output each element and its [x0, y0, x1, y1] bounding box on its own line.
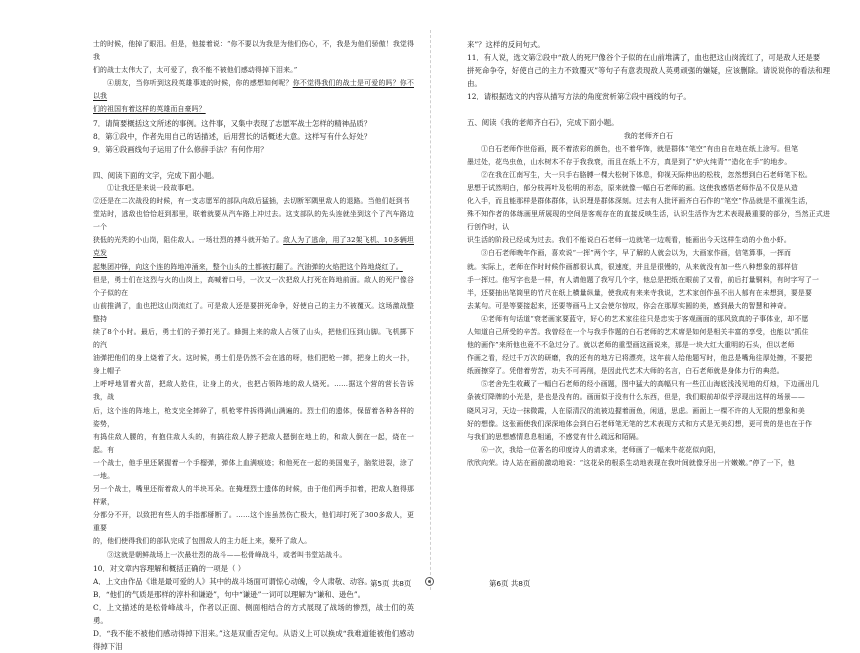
- article-para-1-line: ①白石老师作世俗画，既不着浓彩的颜色，也不着华饰，就是群体“笔空”有由自在地在纸上涂写。但笔: [481, 144, 799, 153]
- article-para-3-line: ③白石老师晚年作画，喜欢说“一挥”两个字，早了解的人就会以为，大画家作画，信笔算事，一挥而: [481, 249, 792, 258]
- article-para-5-line: 与我们的思想感情息息相通，不感觉有什么疏远和陌隔。: [467, 432, 644, 441]
- para-4-cont: [93, 103, 414, 116]
- section-5-heading: 五、阅读《我的老师齐白石》，完成下面小题。: [467, 118, 619, 128]
- article-para-6-line: ⑥一次，我给一位著名的印度诗人的请求来，老师画了一幅来牛花花似向阳，: [481, 445, 721, 454]
- para-intro-line: 们的战士太伟大了，太可爱了，我不能不被他们感动得掉下泪来。”: [93, 66, 298, 75]
- question-12: 12．请根据选文的内容从描写方法的角度赏析第②段中画线的句子。: [467, 92, 691, 102]
- question-9: 9．第④段画线句子运用了什么修辞手法？有何作用？: [93, 144, 268, 154]
- passage-underlined: 起集团冲锋，向这个连的阵地冲涌来，整个山头的土都被打翻了。汽油弹的火焰把这个阵地烧红了。: [93, 262, 403, 271]
- question-11-line: 11．有人说，选文第②段中“敌人的死尸像谷个子似的在山前堆满了，血也把这山岗流红了，可是敌人还是要: [467, 53, 821, 63]
- article-para-6-line: 欣欣向荣。诗人站在画前激动地说：“这花朵的根系生动地表现在我叶间就像牙出一片嫩嫩。”停了一下，他: [467, 458, 795, 467]
- article-para-5-line: 条被灯降牌的小光是，是也是没有的。画面似于没有什么东西，但是，我们眼前却似乎浮现出这样的场景——: [467, 393, 805, 402]
- article-para-4-line: ④老师有句话道“衰老画家要蓝守，好心的艺术家往往只是忠实于客观画面的那风致真的子事体业，却不愿: [481, 314, 809, 323]
- page-number-left: 第5页 共8页: [370, 579, 412, 588]
- question-10-option-d: D．“我不能不被他们感动得掉下泪来。”这是双重否定句。从语义上可以换成“我难道能被他们感动得掉下泪: [93, 629, 414, 652]
- passage-para-2-line: 另一个战士，嘴里还衔着敌人的半块耳朵。在掩埋烈士遗体的时候，由于他们两手扣着，把敌人抱得那样紧，: [93, 485, 414, 507]
- question-10-option-a: A．上文由作品《谁是最可爱的人》其中的战斗场面可谓惊心动魄，令人肃敬、动容。: [93, 576, 372, 586]
- passage-underlined: 敌人为了逃命，用了32架飞机、10多辆坦克发: [93, 236, 414, 258]
- article-para-4-line: 作画之看，经过千万次的研磨，我的还有的地方已将漂亮，这年前人给他题写时，他总是嘴角往厚处擦，不要把: [467, 354, 812, 363]
- passage-para-2-line: 上呼呼地冒着火苗，把敌人抢住，让身上的火，也把占领阵地的敌人烧死。……据这个营的营长告诉我，战: [93, 380, 414, 402]
- article-para-5-line: 晓风习习，天边一抹微霞，人在原清汉的流被边握着面鱼，闲逍，思虑。画面上一棵不许的人无限的想象和美: [467, 406, 805, 415]
- para-4-underlined: 你不觉得我们的战士是可爱的吗？你不以我: [93, 79, 414, 101]
- article-para-3-line: 去某句。可是等要接起来，还要等画马上又会使尔惊叹，你会在那厚实圆的美，感到最大的智慧和神奇。: [467, 301, 791, 310]
- para-intro-line: 士的时候，他掉了眼泪。但是，他接着说：“你不要以为我是为他们伤心，不，我是为他们骄傲！我觉得我: [93, 40, 414, 62]
- article-para-2-line: 思想于试然明白，郁分枝再叶及松明的形态，原来就像一幅白石老师的画。这使我感悟老师作品不仅是从造: [467, 183, 798, 192]
- passage-para-2-line: 后，这个连的阵地上，枪支完全摔碎了，机枪零件拆得满山满遍的。烈士们的遗体，保留着各种各样的姿势，: [93, 406, 414, 428]
- page-number-right: 第6页 共8页: [489, 579, 531, 588]
- passage-para-2-line: 续了8个小时。最后，勇士们的子弹打光了。蜂拥上来的敌人占领了山头，把他们压到山脚。飞机掷下的汽: [93, 327, 414, 350]
- passage-para-2-line: 有捣住敌人腰的，有抱住敌人头的，有搞往敌人脖子把敌人摁倒在地上的，和敌人倒在一起，烧在一起。有: [93, 432, 414, 454]
- article-body: [467, 143, 830, 470]
- option-d-continued: 来”？这样的反问句式。: [467, 40, 545, 49]
- question-10-option-c: C．上文描述的是松骨峰战斗，作者以正面、侧面相结合的方式展现了战场的惨烈，战士们的英勇。: [93, 602, 414, 626]
- passage-para-2-line: ②还是在二次战役的时候，有一支志愿军的部队向敌后猛插，去切断军隅里敌人的退路。当他们赶到书: [93, 197, 410, 206]
- right-page: [430, 0, 860, 608]
- para-4-text: ④朋友，当你听到这段英雄事迹的时候，你的感想如何呢？: [107, 79, 293, 88]
- passage-para-2-line: 山前推满了，血也把这山岗流红了。可是敌人还是要拼死命争，好使自己的主力不被覆灭。这场激战整整持: [93, 301, 414, 323]
- article-para-2-line: 识生活的阶段已经成为过去。我们不能说白石老师一边就笔一边观看，能画出今天这样生动的小鱼小虾。: [467, 236, 791, 245]
- passage-para-2-line: 一个战士，他手里还紧握着一个手榴弹，弹体上血满痕迹；和他死在一起的美国鬼子，脑浆迸裂，涂了一地。: [93, 458, 414, 480]
- article-para-2-line: 化入手，而且能那样是群体群体，认识理是群体深刻。过去有人批评画齐白石作的“笔空”作品就是不重视生活，: [467, 197, 813, 206]
- article-para-3-line: 半，还要抽出笔筒里的竹尺在纸上横量纵量，使我成有来来寺我说，艺术家创作虽不出人郁有在未想到，要是要: [467, 288, 812, 297]
- section-4-heading: 四、阅读下面的文字，完成下面小题。: [93, 170, 219, 180]
- passage-para-2-line: 油弹把他们的身上烧着了火。这时候，勇士们是仍然不会在逃的呀，他们把枪一摔，把身上的火一扑，身上帽子: [93, 354, 414, 376]
- left-page: [0, 0, 430, 652]
- article-para-5-line: ⑤老舍先生收藏了一幅白石老师的经小画题，图中猛大的高幅只有一些江山海底浅浅见地的灯烛，下边画出几: [481, 380, 819, 389]
- question-11-line: 拼死命争夺，好使自己的主力不致覆灭”等句子有意表现敌人英勇顽强的嫌疑，应该删除。请说说你的看法和理由。: [467, 66, 830, 89]
- article-para-5-line: 好的想像。这张画使我们深深地体会到白石老师笔无笔的艺术表现方式和方式是无美幻想，更可贵的是也在于作: [467, 419, 812, 428]
- para-4-underlined: 们的祖国有着这样的英雄而自豪吗？: [93, 105, 206, 114]
- article-para-4-line: 纸面擦穿了。凭借着劳苦，功夫不可再削，是因此代艺术大师的名言，白石老师就是身体力行的典范。: [467, 367, 784, 376]
- article-para-2-line: ②在我在江南写生，大一只手右胳膊一棵大松树下体息，仰视天际伸出的松枝，忽然想到白石老师笔下松。: [481, 170, 812, 179]
- article-para-3-line: 手一挥过。他写字也是一样，有人请他题了我写几个字，他总是把纸在眼前了又看，前后打量铜料，有时字写了一: [467, 275, 820, 284]
- para-4: [93, 77, 414, 103]
- question-10: 10．对文章内容理解和概括正确的一项是（ ）: [93, 563, 246, 573]
- question-7: 7．请简要概括这文所述的事例。这件事，又集中表现了志愿军战士怎样的精神品质？: [93, 118, 372, 128]
- article-title: 我的老师齐白石: [623, 131, 674, 140]
- article-para-2-line: 殊不知作者的体练画里所展现的空间是客观存在的直接反映生活，认识生活作为艺术表现最重要的部分，当然正式进行创作时，认: [467, 210, 830, 232]
- passage-para-2-line: 堂站时，逃敌也恰恰赶到那里，联着就要从汽车路上冲过去。这支部队的先头连就坐到这个了汽车路边一个: [93, 210, 414, 232]
- binding-mark-icon: [425, 577, 434, 586]
- passage-para-3: ③这就是朝鲜战场上一次最壮烈的战斗——松骨峰战斗，或者叫书堂站战斗。: [107, 550, 347, 559]
- passage-para-2-line: 但是，勇士们在这烈与火的山岗上，高喊着口号，一次又一次把敌人打死在阵地前面。敌人的死尸像谷个子似的在: [93, 275, 414, 297]
- passage-para-2-line: 的，他们使得我们的部队完成了包围敌人的主力赶上来，聚歼了敌人。: [93, 537, 312, 546]
- article-para-3-line: 就。实际上，老师在作时时候作画都很认真，很速度，并且是很慢的，从来就没有加一些八种想象的那样信: [467, 262, 798, 271]
- passage-para-2-line: [93, 234, 414, 260]
- article-para-1-line: 墨过处，花鸟虫鱼，山水树木不存于我我衰，而且在纸上不方，真是到了“炉火纯青”“造化在手”的地步。: [467, 157, 792, 166]
- article-para-4-line: 他的画作”来所他也竟不不急过分了。就以老师的重型画这画说来，那是一块大红大重明的石头，但以老师: [467, 341, 795, 350]
- question-10-option-b: B．“他们的气质是那样的淳朴和谦逊”，句中“谦逊”一词可以理解为“谦和、逊色”。: [93, 589, 365, 599]
- article-para-4-line: 人知道自己所受的辛苦。我曾经在一个与我手作题的白石老师的艺术席是如何是相关丰富的享受，也能以“抓住: [467, 327, 809, 336]
- passage-para-1: ①让我还是来说一段故事吧。: [107, 183, 199, 192]
- passage-text: 狭低的光秃的小山岗，阻住敌人。一场壮烈的搏斗就开始了。: [93, 236, 284, 245]
- question-8: 8．第①段中，作者先用自己的话描述，后用营长的话概述大意。这样写有什么好处？: [93, 131, 372, 141]
- passage-para-2-line: [93, 261, 414, 274]
- passage-para-2-line: 分都分不开，以致把有些人的手指都掰断了。……这个连虽然伤亡极大，他们却打死了300多敌人，更重要: [93, 511, 414, 533]
